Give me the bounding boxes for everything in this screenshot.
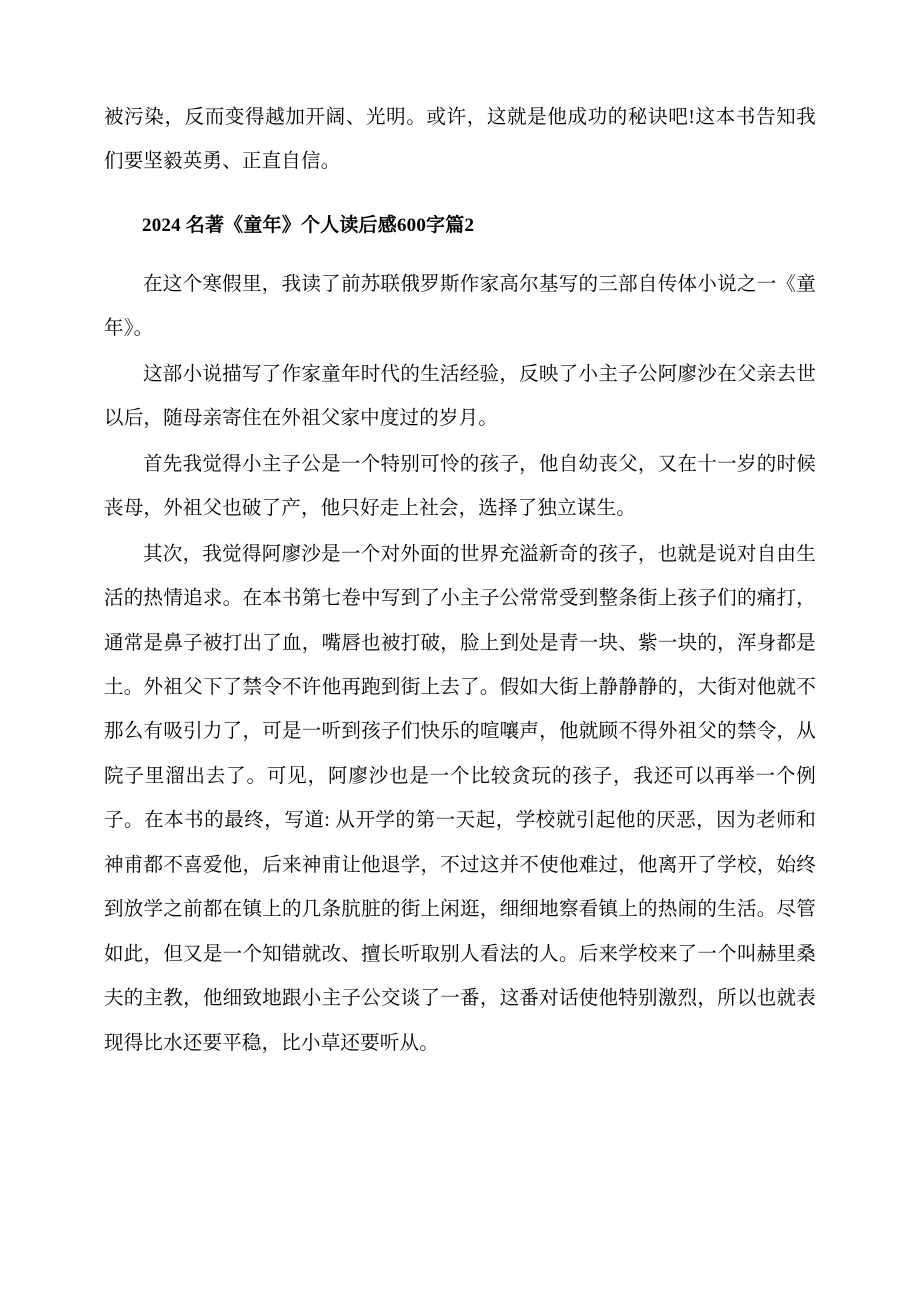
document-body bbox=[104, 96, 816, 1066]
paragraph-2: 这部小说描写了作家童年时代的生活经验，反映了小主子公阿廖沙在父亲去世以后，随母亲寄住在外祖父家中度过的岁月。 bbox=[104, 363, 816, 430]
paragraph-1: 在这个寒假里，我读了前苏联俄罗斯作家高尔基写的三部自传体小说之一《童年》。 bbox=[104, 273, 816, 340]
paragraph-3: 首先我觉得小主子公是一个特别可怜的孩子，他自幼丧父，又在十一岁的时候丧母，外祖父也破了产，他只好走上社会，选择了独立谋生。 bbox=[104, 453, 816, 520]
paragraph-4: 其次，我觉得阿廖沙是一个对外面的世界充溢新奇的孩子，也就是说对自由生活的热情追求。在本书第七卷中写到了小主子公常常受到整条街上孩子们的痛打，通常是鼻子被打出了血，嘴唇也被打破，脸上到处是青一块、紫一块的，浑身都是土。外祖父下了禁令不许他再跑到街上去了。假如大街上静静静的，大街对他就不那么有吸引力了，可是一听到孩子们快乐的喧嚷声，他就顾不得外祖父的禁令，从院子里溜出去了。可见，阿廖沙也是一个比较贪玩的孩子，我还可以再举一个例子。在本书的最终，写道: 从开学的第一天起，学校就引起他的厌恶，因为老师和神甫都不喜爱他，后来神甫让他退学，不过这并不使他难过，他离开了学校，始终到放学之前都在镇上的几条肮脏的街上闲逛，细细地察看镇上的热闹的生活。尽管如此，但又是一个知错就改、擅长听取别人看法的人。后来学校来了一个叫赫里桑夫的主教，他细致地跟小主子公交谈了一番，这番对话使他特别激烈，所以也就表现得比水还要平稳，比小草还要听从。 bbox=[104, 543, 816, 1054]
section-heading: 2024 名著《童年》个人读后感600字篇2 bbox=[142, 214, 475, 236]
paragraph-continued-opening: 被污染，反而变得越加开阔、光明。或许，这就是他成功的秘诀吧!这本书告知我们要坚毅英勇、正直自信。 bbox=[104, 107, 816, 173]
